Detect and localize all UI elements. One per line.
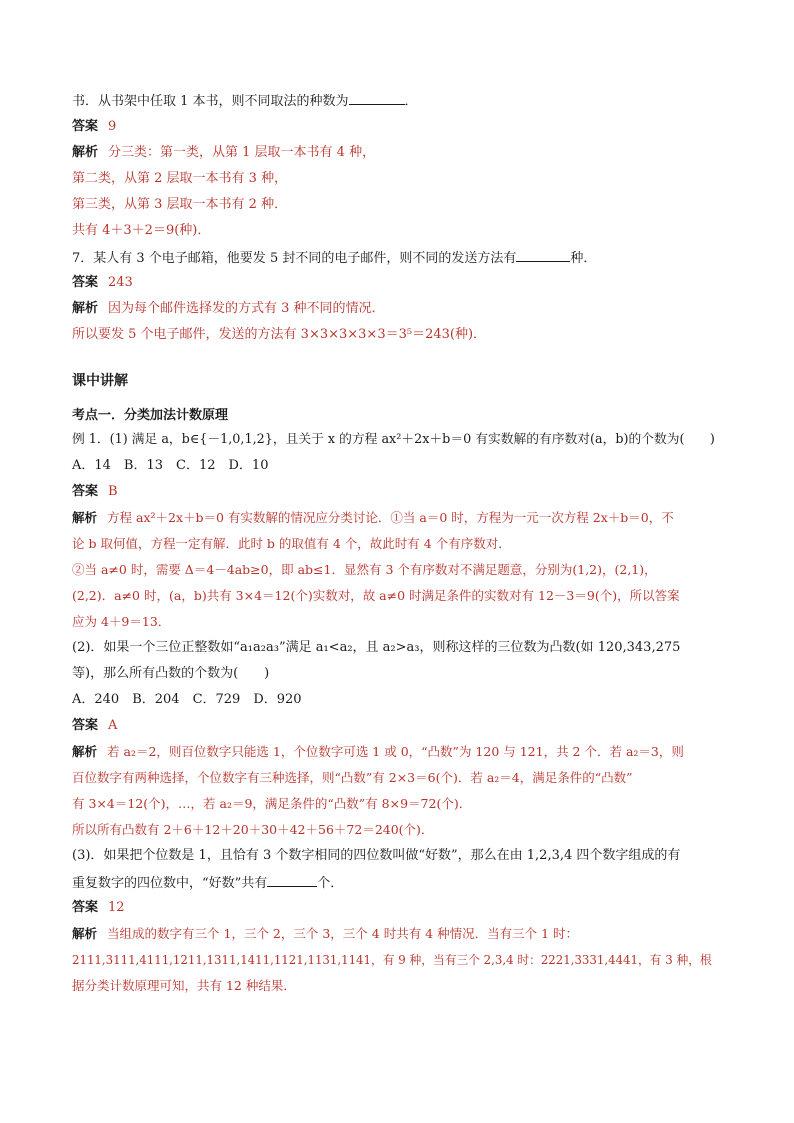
ex1-q3-analysis-3: 据分类计数原理可知，共有 12 种结果． xyxy=(72,978,296,993)
q7-analysis-2: 所以要发 5 个电子邮件，发送的方法有 3×3×3×3×3＝3⁵＝243(种)． xyxy=(72,327,487,342)
answer-blank xyxy=(349,90,405,105)
q7-question: 7．某人有 3 个电子邮箱，他要发 5 封不同的电子邮件，则不同的发送方法有 种． xyxy=(72,247,596,269)
ex1-q1-analysis-4: (2,2)．a≠0 时，(a，b)共有 3×4＝12(个)实数对，故 a≠0 时满足条件的实数对有 12－3＝9(个)，所以答案 xyxy=(72,588,680,603)
ex1-q2-answer: 答案 A xyxy=(72,718,118,733)
ex1-q3-line1: (3)．如果把个位数是 1，且恰有 3 个数字相同的四位数叫做“好数”，那么在由 1,2,3,4 四个数字组成的有 xyxy=(72,848,681,863)
ex1-q2-analysis-2: 百位数字有两种选择，个位数字有三种选择，则“凸数”有 2×3＝6(个)．若 a₂＝4，满足条件的“凸数” xyxy=(72,770,633,785)
ex1-q1-analysis-1: 解析 方程 ax²＋2x＋b＝0 有实数解的情况应分类讨论．①当 a＝0 时，方程为一元一次方程 2x＋b＝0，不 xyxy=(72,510,674,525)
answer-blank xyxy=(516,247,570,262)
ex1-q1-analysis-3: ②当 a≠0 时，需要 Δ＝4－4ab≥0，即 ab≤1．显然有 3 个有序数对不满足题意，分别为(1,2)，(2,1)， xyxy=(72,562,657,577)
ex1-q1-options: A．14 B．13 C．12 D．10 xyxy=(72,458,269,473)
q6-question-tail: 书．从书架中任取 1 本书，则不同取法的种数为 ． xyxy=(72,90,418,112)
ex1-q2-line2: 等)，那么所有凸数的个数为( ) xyxy=(72,666,270,681)
ex1-q2-options: A．240 B．204 C．729 D．920 xyxy=(72,692,302,707)
ex1-q2-analysis-3: 有 3×4＝12(个)，…，若 a₂＝9，满足条件的“凸数”有 8×9＝72(个)． xyxy=(72,796,472,811)
q6-analysis-4: 共有 4＋3＋2＝9(种)． xyxy=(72,223,211,238)
ex1-q1-analysis-2: 论 b 取何值，方程一定有解．此时 b 的取值有 4 个，故此时有 4 个有序数对． xyxy=(72,536,511,551)
answer-blank xyxy=(267,872,317,887)
ex1-q2-line1: (2)．如果一个三位正整数如“a₁a₂a₃”满足 a₁<a₂，且 a₂>a₃，则称这样的三位数为凸数(如 120,343,275 xyxy=(72,640,681,655)
q6-answer: 答案 9 xyxy=(72,119,117,134)
q6-analysis-3: 第三类，从第 3 层取一本书有 2 种． xyxy=(72,197,288,212)
q6-analysis-1: 解析 分三类：第一类，从第 1 层取一本书有 4 种， xyxy=(72,145,376,160)
q6-analysis-2: 第二类，从第 2 层取一本书有 3 种， xyxy=(72,171,288,186)
ex1-q2-analysis-1: 解析 若 a₂＝2，则百位数字只能选 1，个位数字可选 1 或 0，“凸数”为 120 与 121，共 2 个．若 a₂＝3，则 xyxy=(72,744,684,759)
ex1-q2-analysis-4: 所以所有凸数有 2＋6＋12＋20＋30＋42＋56＋72＝240(个)． xyxy=(72,822,434,837)
ex1-q3-analysis-2: 2111,3111,4111,1211,1311,1411,1121,1131,1141，有 9 种，当有三个 2,3,4 时：2221,3331,4441，有 3 种，根 xyxy=(72,953,712,967)
ex1-q3-line2: 重复数字的四位数中，“好数”共有 个． xyxy=(72,872,343,894)
ex1-q1-answer: 答案 B xyxy=(72,484,118,499)
ex1-q1: 例 1．(1) 满足 a，b∈{－1,0,1,2}，且关于 x 的方程 ax²＋2x＋b＝0 有实数解的有序数对(a，b)的个数为( ) xyxy=(72,432,715,447)
section-title: 课中讲解 xyxy=(72,373,128,389)
section-point: 考点一．分类加法计数原理 xyxy=(72,408,229,423)
q7-answer: 答案 243 xyxy=(72,275,133,290)
ex1-q1-analysis-5: 应为 4＋9＝13． xyxy=(72,614,171,629)
q7-analysis-1: 解析 因为每个邮件选择发的方式有 3 种不同的情况． xyxy=(72,301,385,316)
ex1-q3-answer: 答案 12 xyxy=(72,900,125,915)
ex1-q3-analysis-1: 解析 当组成的数字有三个 1，三个 2，三个 3，三个 4 时共有 4 种情况．当有三个 1 时： xyxy=(72,926,578,941)
